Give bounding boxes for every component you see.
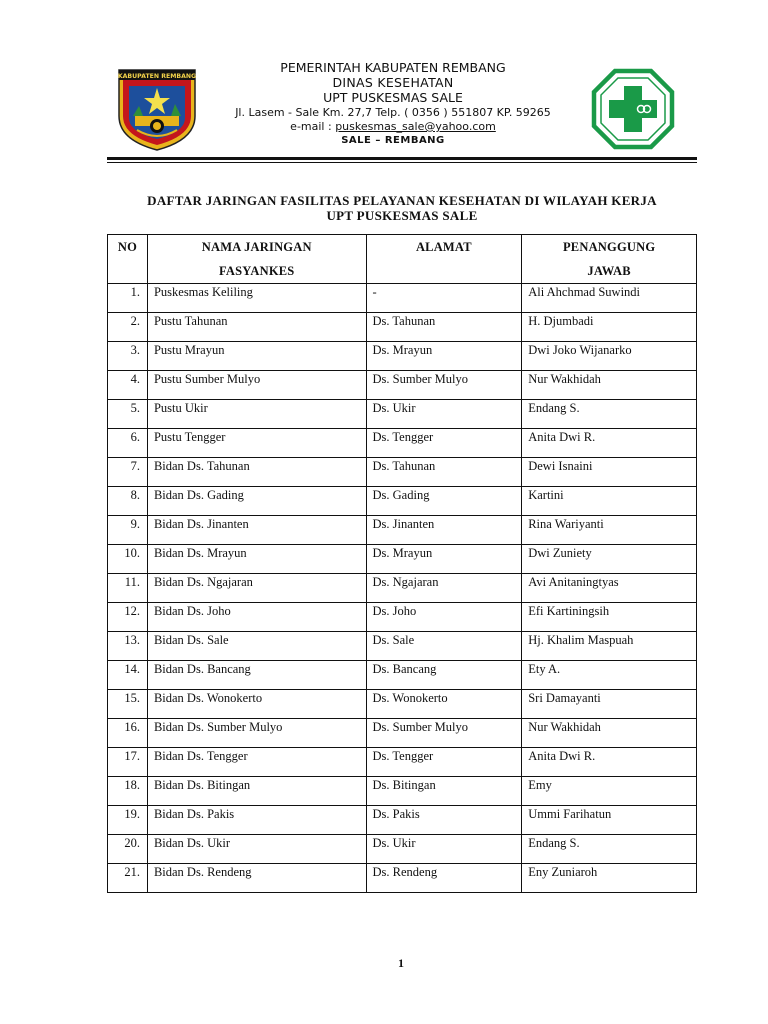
person-in-charge: H. Djumbadi [522,313,697,342]
table-row [108,806,697,835]
facility-address: Ds. Wonokerto [366,690,522,719]
city-line: SALE – REMBANG [341,135,445,146]
table-row [108,574,697,603]
facility-address: Ds. Rendeng [366,864,522,893]
person-in-charge: Dwi Zuniety [522,545,697,574]
table-row [108,719,697,748]
facility-name: Bidan Ds. Pakis [147,806,366,835]
facility-name: Pustu Ukir [147,400,366,429]
row-number: 12. [108,603,148,632]
facility-name: Bidan Ds. Bancang [147,661,366,690]
row-number: 1. [108,284,148,313]
facility-address: Ds. Bancang [366,661,522,690]
person-in-charge: Hj. Khalim Maspuah [522,632,697,661]
facility-table [107,234,697,893]
person-in-charge: Sri Damayanti [522,690,697,719]
table-row [108,864,697,893]
facility-name: Bidan Ds. Gading [147,487,366,516]
svg-text:KABUPATEN REMBANG: KABUPATEN REMBANG [117,73,197,80]
header-nama: NAMA JARINGAN FASYANKES [147,235,366,284]
email-link[interactable]: puskesmas_sale@yahoo.com [335,120,496,133]
row-number: 6. [108,429,148,458]
person-in-charge: Efi Kartiningsih [522,603,697,632]
facility-name: Bidan Ds. Sumber Mulyo [147,719,366,748]
facility-address: Ds. Tahunan [366,458,522,487]
address-line: Jl. Lasem - Sale Km. 27,7 Telp. ( 0356 ) 551807 KP. 59265 [235,106,551,119]
table-row [108,371,697,400]
facility-name: Bidan Ds. Bitingan [147,777,366,806]
table-row [108,690,697,719]
header-alamat: ALAMAT [366,235,522,284]
person-in-charge: Nur Wakhidah [522,719,697,748]
facility-address: Ds. Joho [366,603,522,632]
facility-name: Pustu Tahunan [147,313,366,342]
table-row [108,516,697,545]
facility-name: Pustu Tengger [147,429,366,458]
facility-name: Bidan Ds. Sale [147,632,366,661]
title-line-2: UPT PUSKESMAS SALE [326,208,478,223]
row-number: 10. [108,545,148,574]
facility-address: Ds. Mrayun [366,342,522,371]
facility-address: Ds. Ngajaran [366,574,522,603]
table-header-row [108,235,697,284]
row-number: 20. [108,835,148,864]
header-penanggung-jawab: PENANGGUNG JAWAB [522,235,697,284]
facility-name: Puskesmas Keliling [147,284,366,313]
row-number: 21. [108,864,148,893]
facility-name: Bidan Ds. Mrayun [147,545,366,574]
row-number: 13. [108,632,148,661]
table-row [108,429,697,458]
unit-name: UPT PUSKESMAS SALE [323,90,463,105]
row-number: 8. [108,487,148,516]
table-row [108,284,697,313]
facility-name: Bidan Ds. Ngajaran [147,574,366,603]
puskesmas-green-cross-icon [591,68,675,150]
facility-name: Bidan Ds. Tahunan [147,458,366,487]
table-row [108,400,697,429]
facility-address: Ds. Bitingan [366,777,522,806]
facility-name: Bidan Ds. Tengger [147,748,366,777]
row-number: 4. [108,371,148,400]
facility-address: - [366,284,522,313]
facility-address: Ds. Sumber Mulyo [366,371,522,400]
table-row [108,487,697,516]
row-number: 11. [108,574,148,603]
table-row [108,458,697,487]
person-in-charge: Rina Wariyanti [522,516,697,545]
letterhead-text [203,60,583,148]
email-label: e-mail : [290,120,336,133]
email-line [203,120,583,134]
facility-name: Bidan Ds. Wonokerto [147,690,366,719]
table-row [108,545,697,574]
header-no: NO [108,235,148,284]
person-in-charge: Eny Zuniaroh [522,864,697,893]
title-line-1: DAFTAR JARINGAN FASILITAS PELAYANAN KESEHATAN DI WILAYAH KERJA [147,193,657,208]
table-row [108,313,697,342]
person-in-charge: Anita Dwi R. [522,748,697,777]
row-number: 19. [108,806,148,835]
person-in-charge: Ety A. [522,661,697,690]
facility-name: Bidan Ds. Rendeng [147,864,366,893]
document-title [107,193,697,223]
person-in-charge: Ali Ahchmad Suwindi [522,284,697,313]
row-number: 15. [108,690,148,719]
table-row [108,632,697,661]
facility-name: Pustu Mrayun [147,342,366,371]
row-number: 3. [108,342,148,371]
facility-name: Pustu Sumber Mulyo [147,371,366,400]
row-number: 2. [108,313,148,342]
facility-address: Ds. Sumber Mulyo [366,719,522,748]
government-name: PEMERINTAH KABUPATEN REMBANG [280,60,506,75]
person-in-charge: Ummi Farihatun [522,806,697,835]
person-in-charge: Emy [522,777,697,806]
facility-address: Ds. Jinanten [366,516,522,545]
facility-name: Bidan Ds. Joho [147,603,366,632]
person-in-charge: Dwi Joko Wijanarko [522,342,697,371]
facility-name: Bidan Ds. Ukir [147,835,366,864]
facility-address: Ds. Gading [366,487,522,516]
agency-name: DINAS KESEHATAN [332,75,454,90]
table-row [108,603,697,632]
person-in-charge: Endang S. [522,835,697,864]
facility-address: Ds. Tengger [366,429,522,458]
page-number: 1 [398,956,404,970]
person-in-charge: Endang S. [522,400,697,429]
facility-address: Ds. Pakis [366,806,522,835]
row-number: 17. [108,748,148,777]
table-row [108,748,697,777]
facility-name: Bidan Ds. Jinanten [147,516,366,545]
letterhead [107,56,697,164]
person-in-charge: Anita Dwi R. [522,429,697,458]
row-number: 16. [108,719,148,748]
kabupaten-rembang-crest-icon [115,66,199,152]
table-row [108,342,697,371]
person-in-charge: Avi Anitaningtyas [522,574,697,603]
facility-address: Ds. Sale [366,632,522,661]
person-in-charge: Nur Wakhidah [522,371,697,400]
row-number: 14. [108,661,148,690]
letterhead-divider-thin [107,162,697,163]
table-row [108,835,697,864]
table-row [108,661,697,690]
table-row [108,777,697,806]
facility-address: Ds. Tahunan [366,313,522,342]
letterhead-divider-thick [107,157,697,160]
person-in-charge: Kartini [522,487,697,516]
facility-address: Ds. Mrayun [366,545,522,574]
facility-address: Ds. Ukir [366,400,522,429]
facility-address: Ds. Ukir [366,835,522,864]
row-number: 18. [108,777,148,806]
person-in-charge: Dewi Isnaini [522,458,697,487]
table-body [108,284,697,893]
row-number: 7. [108,458,148,487]
row-number: 5. [108,400,148,429]
row-number: 9. [108,516,148,545]
facility-address: Ds. Tengger [366,748,522,777]
